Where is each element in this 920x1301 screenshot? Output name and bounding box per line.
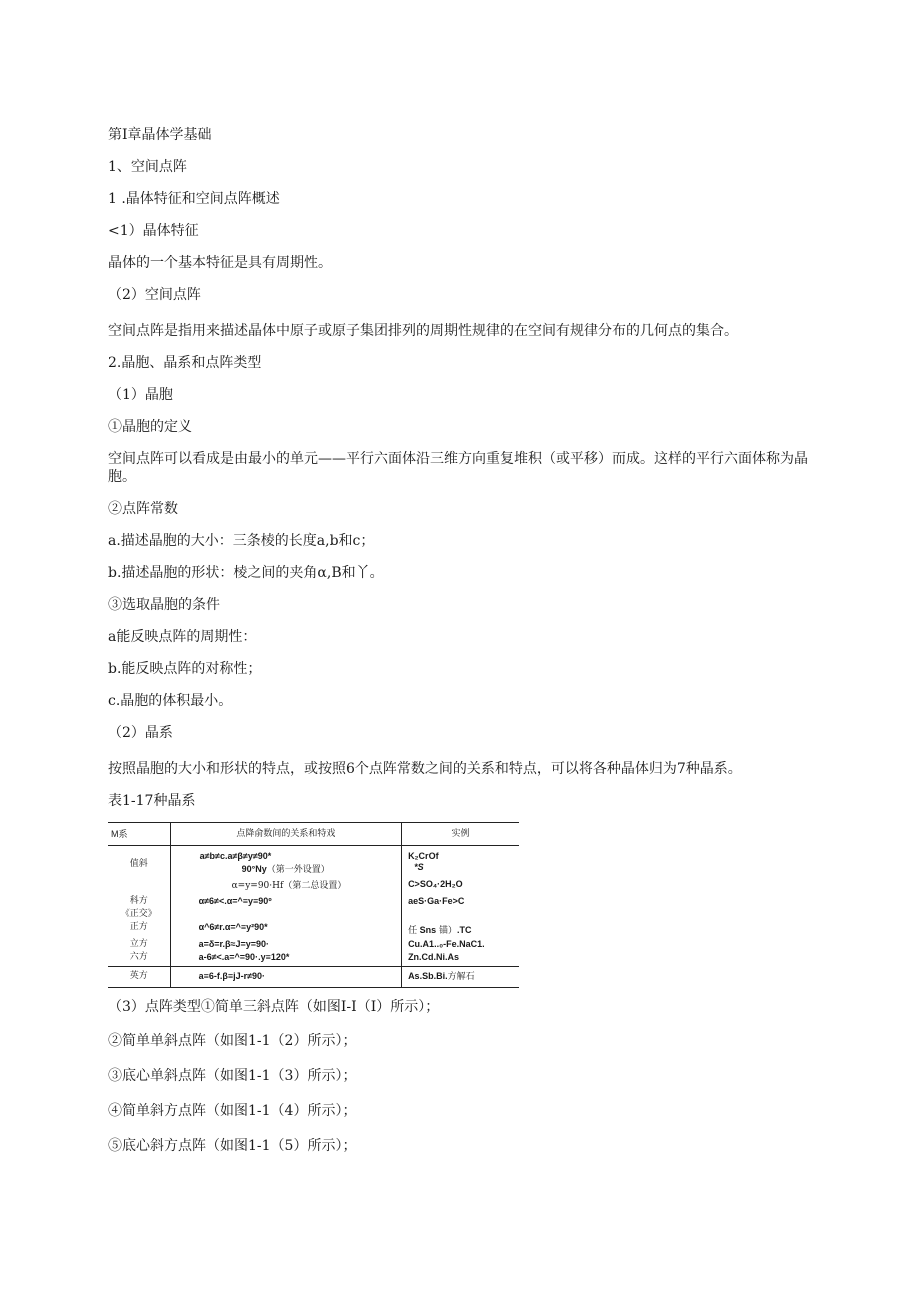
- item-heading: （3）点阵类型①简单三斜点阵（如图I-I（I）所示）；: [108, 999, 440, 1015]
- item-heading: ②点阵常数: [108, 501, 178, 517]
- table-header-cell: 点降俞数间的关系和特戏: [170, 823, 401, 846]
- table-cell: [402, 921, 519, 938]
- table-cell: Zn.Cd.Ni.As: [408, 952, 460, 962]
- list-item: ②简单单斜点阵（如图1-1（2）所示）；: [108, 1033, 357, 1049]
- table-cell: [402, 908, 519, 921]
- subsection-heading: 2.晶胞、晶系和点阵类型: [108, 355, 262, 371]
- table-cell: [402, 846, 519, 894]
- item-heading: （2）空间点阵: [108, 287, 201, 303]
- section-heading: 1、空间点阵: [108, 159, 187, 175]
- example-text: C>SO₄·2H₂O: [408, 879, 463, 889]
- paragraph: 晶体的一个基本特征是具有周期性。: [108, 255, 332, 271]
- list-item: b.能反映点阵的对称性；: [108, 661, 262, 677]
- relation-note: （第一外设置）: [266, 865, 330, 875]
- item-heading: ③选取晶胞的条件: [108, 597, 220, 613]
- example-note: 锚）: [436, 926, 457, 936]
- relation-text: a≠b≠c.a≠β≠y≠90*: [199, 851, 272, 861]
- relation-text: [174, 877, 398, 893]
- example-prefix: 任: [408, 926, 418, 936]
- table-cell: [170, 908, 401, 921]
- system-name: 值斜: [129, 859, 148, 869]
- example-text: .TC: [456, 925, 472, 935]
- example-text: Sns: [417, 925, 437, 935]
- relation-text: [174, 863, 398, 877]
- table-cell: aeS·Ga·Fe>C: [408, 896, 465, 906]
- table-cell: 正方: [129, 922, 148, 932]
- table-header-cell: 实例: [402, 823, 519, 846]
- list-item: a.描述晶胞的大小：三条棱的长度a,b和c；: [108, 533, 375, 549]
- relation-note: （第二总设置）: [283, 881, 347, 891]
- item-heading: （1）晶胞: [108, 387, 173, 403]
- table-cell: 《正交》: [120, 909, 157, 919]
- subsection-heading: 1 .晶体特征和空间点阵概述: [108, 191, 280, 207]
- relation-value: α=y=90·Hf: [231, 881, 284, 891]
- table-row: [108, 908, 519, 921]
- list-item: ⑤底心斜方点阵（如图1-1（5）所示）；: [108, 1138, 357, 1154]
- table-cell: [108, 846, 170, 894]
- table-row: [108, 938, 519, 951]
- table-row: [108, 951, 519, 967]
- list-item: ④简单斜方点阵（如图1-1（4）所示）；: [108, 1103, 357, 1119]
- table-row: [108, 893, 519, 908]
- table-cell: 立方: [129, 939, 148, 949]
- table-cell: [402, 967, 519, 988]
- relation-value: 90°Ny: [241, 864, 267, 874]
- list-item: c.晶胞的体积最小。: [108, 693, 233, 709]
- table-row: [108, 846, 519, 894]
- table-header-row: [108, 823, 519, 846]
- paragraph: 空间点阵是指用来描述晶体中原子或原子集团排列的周期性规律的在空间有规律分布的几何点的集合。: [108, 323, 738, 339]
- list-item: b.描述晶胞的形状：棱之间的夹角α,B和丫。: [108, 565, 384, 581]
- table-cell: [170, 846, 401, 894]
- paragraph: 按照晶胞的大小和形状的特点，或按照6个点阵常数之间的关系和特点，可以将各种晶体归为7种晶系。: [108, 761, 742, 777]
- table-cell: a≡6-f.β≡jJ-r≠90·: [170, 967, 401, 988]
- table-cell: 英方: [108, 967, 170, 988]
- item-heading: ①晶胞的定义: [108, 419, 192, 435]
- item-heading: <1）晶体特征: [108, 223, 199, 239]
- paragraph: 空间点阵可以看成是由最小的单元——平行六面体沿三维方向重复堆积（或平移）而成。这样的平行六面体称为晶胞。: [108, 451, 808, 485]
- table-row: [108, 967, 519, 988]
- list-item: ③底心单斜点阵（如图1-1（3）所示）；: [108, 1068, 357, 1084]
- table-cell: a=δ=r.β≈J=y=90·: [170, 938, 401, 951]
- chapter-title: 第I章晶体学基础: [108, 127, 212, 143]
- table-cell: α^6≠r.α=^≡y²90*: [170, 921, 401, 938]
- table-cell: 六方: [129, 952, 148, 962]
- example-note: 方解石: [447, 972, 475, 982]
- table-header-cell: M系: [108, 823, 170, 846]
- table-cell: 科方: [129, 896, 148, 906]
- crystal-system-table: [108, 822, 519, 988]
- item-heading: （2）晶系: [108, 725, 173, 741]
- example-text: *S: [414, 862, 424, 872]
- table-cell: Cu.A1..₀-Fe.NaC1.: [408, 939, 485, 949]
- example-text: K₂CrOf: [408, 851, 439, 861]
- table-caption: 表1-17种晶系: [108, 793, 196, 809]
- table-row: [108, 921, 519, 938]
- example-text: As.Sb.Bi.: [408, 971, 448, 981]
- table-cell: α≠6≠<.α=^≡y≡90º: [170, 893, 401, 908]
- table-cell: a-6≠<.a=^=90·.y≡120*: [170, 951, 401, 967]
- list-item: a能反映点阵的周期性：: [108, 629, 257, 645]
